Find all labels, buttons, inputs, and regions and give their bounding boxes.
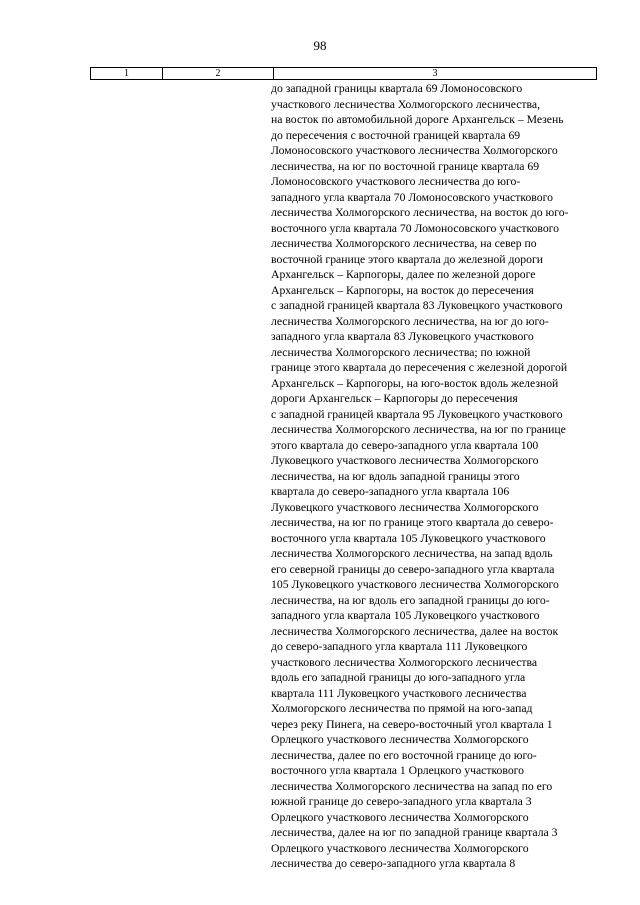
text-line: Архангельск – Карпогоры, на восток до пересечения xyxy=(271,283,534,297)
text-line: лесничества, далее на юг по западной границе квартала 3 xyxy=(271,826,558,839)
text-line: лесничества, на юг вдоль его западной границы до юго- xyxy=(271,593,550,607)
text-line: Архангельск – Карпогоры, на юго-восток вдоль железной xyxy=(271,376,559,390)
text-line: до западной границы квартала 69 Ломоносовского xyxy=(271,82,523,95)
column-header-table xyxy=(90,67,597,80)
text-line: с западной границей квартала 83 Луковецкого участкового xyxy=(271,299,563,312)
text-line: восточной границе этого квартала до железной дороги xyxy=(271,252,543,266)
text-line: этого квартала до северо-западного угла квартала 100 xyxy=(271,438,539,452)
text-line: лесничества, на юг по восточной границе квартала 69 xyxy=(271,159,540,173)
text-line: вдоль его западной границы до юго-западного угла xyxy=(271,671,526,684)
text-line: с западной границей квартала 95 Луковецкого участкового xyxy=(271,407,563,421)
text-line: лесничества Холмогорского лесничества, на запад вдоль xyxy=(271,547,553,560)
text-line: Орлецкого участкового лесничества Холмогорского xyxy=(271,841,529,855)
text-line: лесничества, далее по его восточной границе до юго- xyxy=(271,748,537,762)
boundary-description-text xyxy=(271,81,601,872)
text-line: лесничества до северо-западного угла квартала 8 xyxy=(271,857,516,870)
text-line: лесничества Холмогорского лесничества, на север по xyxy=(271,237,537,250)
text-line: лесничества Холмогорского лесничества; по южной xyxy=(271,345,531,359)
column-header-1: 1 xyxy=(91,68,163,80)
text-line: его северной границы до северо-западного угла квартала xyxy=(271,562,555,576)
column-header-3: 3 xyxy=(274,68,597,80)
text-line: квартала до северо-западного угла квартала 106 xyxy=(271,485,510,498)
column-header-row xyxy=(91,68,597,80)
text-line: Луковецкого участкового лесничества Холмогорского xyxy=(271,454,539,467)
text-line: Луковецкого участкового лесничества Холмогорского xyxy=(271,500,539,514)
text-line: лесничества Холмогорского лесничества на запад по его xyxy=(271,779,553,793)
text-line: лесничества Холмогорского лесничества, на восток до юго- xyxy=(271,206,569,219)
text-line: до северо-западного угла квартала 111 Луковецкого xyxy=(271,640,528,653)
text-line: Архангельск – Карпогоры, далее по железной дороге xyxy=(271,268,536,281)
text-line: западного угла квартала 83 Луковецкого участкового xyxy=(271,330,534,343)
text-line: через реку Пинега, на северо-восточный угол квартала 1 xyxy=(271,717,553,731)
text-line: до пересечения с восточной границей квартала 69 xyxy=(271,128,521,142)
text-line: на восток по автомобильной дороге Архангельск – Мезень xyxy=(271,113,564,126)
text-line: Ломоносовского участкового лесничества Холмогорского xyxy=(271,144,558,157)
page-number: 98 xyxy=(313,38,327,53)
text-line: лесничества, на юг вдоль западной границы этого xyxy=(271,469,520,483)
text-line: Ломоносовского участкового лесничества до юго- xyxy=(271,175,521,188)
text-line: восточного угла квартала 70 Ломоносовского участкового xyxy=(271,221,560,235)
text-line: лесничества Холмогорского лесничества, на юг по границе xyxy=(271,423,566,436)
text-line: восточного угла квартала 1 Орлецкого участкового xyxy=(271,764,525,777)
text-line: Холмогорского лесничества по прямой на юго-запад xyxy=(271,702,533,715)
column-header-2: 2 xyxy=(163,68,274,80)
text-line: квартала 111 Луковецкого участкового лесничества xyxy=(271,686,527,700)
text-line: участкового лесничества Холмогорского лесничества, xyxy=(271,97,540,111)
text-line: Орлецкого участкового лесничества Холмогорского xyxy=(271,733,529,746)
text-line: лесничества Холмогорского лесничества, на юг до юго- xyxy=(271,314,549,328)
text-line: участкового лесничества Холмогорского лесничества xyxy=(271,655,538,669)
text-line: лесничества Холмогорского лесничества, далее на восток xyxy=(271,624,559,638)
text-line: южной границе до северо-западного угла квартала 3 xyxy=(271,795,532,808)
text-line: Орлецкого участкового лесничества Холмогорского xyxy=(271,810,529,824)
text-line: западного угла квартала 70 Ломоносовского участкового xyxy=(271,190,553,204)
text-line: границе этого квартала до пересечения с железной дорогой xyxy=(271,361,568,374)
text-line: 105 Луковецкого участкового лесничества Холмогорского xyxy=(271,578,559,591)
text-line: западного угла квартала 105 Луковецкого участкового xyxy=(271,609,540,622)
text-line: дороги Архангельск – Карпогоры до пересечения xyxy=(271,392,518,405)
text-line: лесничества, на юг по границе этого квартала до северо- xyxy=(271,516,554,529)
text-line: восточного угла квартала 105 Луковецкого участкового xyxy=(271,531,546,545)
